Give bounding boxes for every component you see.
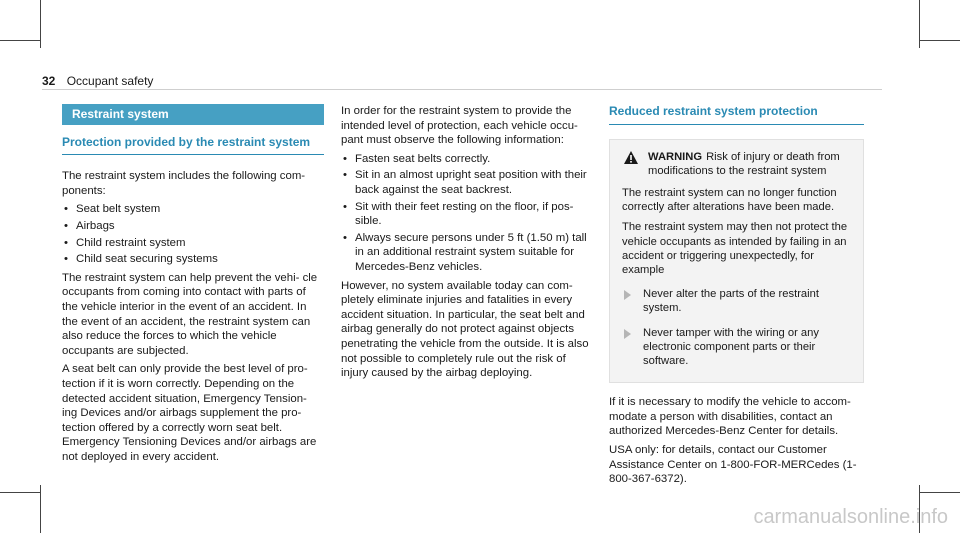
page-number: 32 bbox=[42, 74, 56, 88]
chapter-title: Occupant safety bbox=[66, 74, 154, 88]
arrow-right-icon bbox=[624, 329, 631, 339]
watermark: carmanualsonline.info bbox=[753, 506, 948, 528]
components-list bbox=[62, 202, 324, 266]
subheading: Reduced restraint system protection bbox=[609, 104, 864, 125]
list-item: • Fasten seat belts correctly. bbox=[341, 152, 593, 167]
list-item: • Airbags bbox=[62, 219, 324, 234]
left-column bbox=[62, 104, 324, 468]
warning-box bbox=[609, 139, 864, 384]
crop-mark bbox=[919, 0, 920, 48]
action-item bbox=[622, 326, 851, 369]
warning-title-text: Risk of injury or death from modifications to the restraint system bbox=[648, 150, 840, 177]
crop-mark bbox=[0, 40, 40, 41]
right-column bbox=[609, 104, 864, 491]
list-item: • Seat belt system bbox=[62, 202, 324, 217]
list-item: • Always secure persons under 5 ft (1.50 m) tall in an additional restraint system suitable for Mercedes-Benz vehicles. bbox=[341, 231, 593, 275]
arrow-right-icon bbox=[624, 290, 631, 300]
body-paragraph: However, no system available today can com- pletely eliminate injuries and fatalities in every accident situation. In particular, the seat belt and airbag generally do not protect against objects penetrating the vehicle from the outside. It is also not possible to completely rule out the risk of injury caused by the airbag deploying. bbox=[341, 279, 589, 380]
page-header bbox=[42, 74, 153, 88]
instructions-list bbox=[341, 152, 593, 275]
header-divider bbox=[42, 89, 882, 90]
list-item: • Child restraint system bbox=[62, 236, 324, 251]
warning-triangle-icon bbox=[624, 151, 638, 164]
body-paragraph: USA only: for details, contact our Customer Assistance Center on 1-800-FOR-MERCedes (1-800-367-6372). bbox=[609, 444, 857, 486]
crop-mark bbox=[920, 40, 960, 41]
subheading: Protection provided by the restraint system bbox=[62, 135, 324, 156]
warning-heading bbox=[648, 150, 851, 178]
crop-mark bbox=[40, 485, 41, 533]
crop-mark bbox=[920, 492, 960, 493]
list-item: • Sit in an almost upright seat position with their back against the seat backrest. bbox=[341, 168, 593, 197]
body-paragraph: In order for the restraint system to provide the intended level of protection, each vehicle occu- pant must observe the following information: bbox=[341, 105, 578, 147]
intro-text: The restraint system includes the following com- ponents: bbox=[62, 170, 306, 197]
action-item bbox=[622, 287, 851, 315]
list-item: • Child seat securing systems bbox=[62, 252, 324, 267]
list-item: • Sit with their feet resting on the floor, if pos- sible. bbox=[341, 200, 593, 229]
warning-header bbox=[622, 150, 851, 178]
section-title: Restraint system bbox=[62, 104, 324, 125]
warning-label: WARNING bbox=[648, 150, 703, 163]
crop-mark bbox=[0, 492, 40, 493]
warning-text: The restraint system may then not protect the vehicle occupants as intended by failing in an accident or triggering unexpectedly, for example bbox=[622, 221, 848, 277]
body-paragraph: A seat belt can only provide the best level of pro- tection if it is worn correctly. Depending on the detected accident situation, Emergency Tension- ing Devices and/or airbags supplement the pro- tection offered by a correctly worn seat belt. Emergency Tensioning Devices and/or airbags are not deployed in every accident. bbox=[62, 363, 317, 463]
warning-text: The restraint system can no longer function correctly after alterations have been made. bbox=[622, 187, 837, 214]
body-paragraph: The restraint system can help prevent the vehi- cle occupants from coming into contact with parts of the vehicle interior in the event of an accident. In the event of an accident, the restraint system can also reduce the forces to which the vehicle occupants are subjected. bbox=[62, 271, 318, 357]
body-paragraph: If it is necessary to modify the vehicle to accom- modate a person with disabilities, contact an authorized Mercedes-Benz Center for details. bbox=[609, 396, 851, 438]
action-text: Never alter the parts of the restraint system. bbox=[643, 288, 819, 315]
action-text: Never tamper with the wiring or any electronic component parts or their software. bbox=[643, 326, 819, 368]
middle-column bbox=[341, 104, 593, 385]
crop-mark bbox=[40, 0, 41, 48]
